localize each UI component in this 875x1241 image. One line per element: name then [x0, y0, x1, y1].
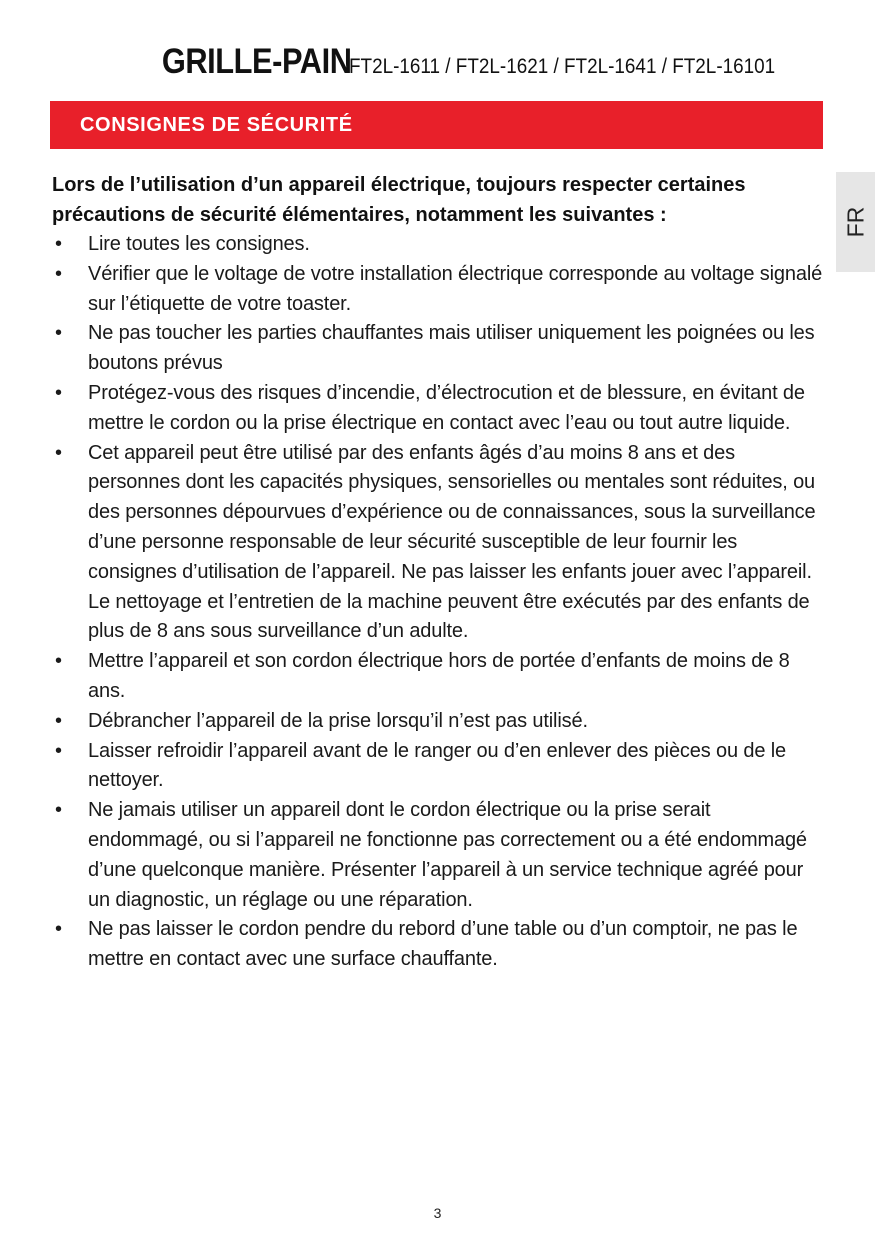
- section-header-bar: [50, 101, 823, 149]
- intro-paragraph: Lors de l’utilisation d’un appareil électrique, toujours respecter certaines précautions de sécurité élémentaires, notamment les suivantes :: [52, 174, 746, 226]
- bullet-icon: •: [55, 381, 62, 404]
- bullet-icon: •: [55, 262, 62, 285]
- bullet-icon: •: [55, 441, 62, 464]
- list-item-text: Lire toutes les consignes.: [88, 233, 310, 255]
- model-numbers: FT2L-1611 / FT2L-1621 / FT2L-1641 / FT2L-16101: [349, 55, 776, 78]
- bullet-icon: •: [55, 799, 62, 822]
- list-item: [52, 647, 824, 707]
- list-item: [52, 260, 824, 320]
- list-item-text: Ne jamais utiliser un appareil dont le cordon électrique ou la prise serait endommagé, ou si l’appareil ne fonctionne pas correctement ou a été endommagé d’une quelconque manière. Présenter l’appareil à un service technique agréé pour un diagnostic, un réglage ou une réparation.: [88, 799, 807, 911]
- section-title: CONSIGNES DE SÉCURITÉ: [80, 114, 353, 136]
- list-item: [52, 319, 824, 379]
- list-item-text: Cet appareil peut être utilisé par des enfants âgés d’au moins 8 ans et des personnes dont les capacités physiques, sensorielles ou mentales sont réduites, ou des personnes dépourvues d’expérience ou de connaissances, sous la surveillance d’une personne responsable de leur sécurité susceptible de leur fournir les consignes d’utilisation de l’appareil. Ne pas laisser les enfants jouer avec l’appareil. Le nettoyage et l’entretien de la machine peuvent être exécutés par des enfants de plus de 8 ans sous surveillance d’un adulte.: [88, 441, 816, 643]
- list-item-text: Laisser refroidir l’appareil avant de le ranger ou d’en enlever des pièces ou de le nettoyer.: [88, 739, 786, 792]
- safety-content: [52, 171, 824, 975]
- document-header: [136, 44, 824, 79]
- list-item: [52, 230, 824, 260]
- list-item-text: Protégez-vous des risques d’incendie, d’électrocution et de blessure, en évitant de mettre le cordon ou la prise électrique en contact avec l’eau ou tout autre liquide.: [88, 381, 805, 434]
- bullet-icon: •: [55, 739, 62, 762]
- bullet-icon: •: [55, 233, 62, 255]
- list-item: [52, 439, 824, 648]
- bullet-icon: •: [55, 918, 62, 941]
- list-item-text: Mettre l’appareil et son cordon électrique hors de portée d’enfants de moins de 8 ans.: [88, 650, 790, 702]
- list-item-text: Ne pas laisser le cordon pendre du rebord d’une table ou d’un comptoir, ne pas le mettre en contact avec une surface chauffante.: [88, 918, 798, 971]
- list-item-text: Vérifier que le voltage de votre installation électrique corresponde au voltage signalé sur l’étiquette de votre toaster.: [88, 262, 823, 315]
- bullet-icon: •: [55, 322, 62, 345]
- bullet-icon: •: [55, 709, 62, 732]
- list-item: [52, 707, 824, 737]
- list-item-text: Débrancher l’appareil de la prise lorsqu’il n’est pas utilisé.: [88, 709, 588, 732]
- list-item-text: Ne pas toucher les parties chauffantes mais utiliser uniquement les poignées ou les boutons prévus: [88, 322, 815, 375]
- list-item: [52, 737, 824, 797]
- language-label: FR: [842, 206, 868, 238]
- list-item: [52, 379, 824, 439]
- page-number: 3: [433, 1205, 442, 1221]
- safety-rules-list: [52, 230, 824, 975]
- list-item: [52, 796, 824, 915]
- list-item: [52, 915, 824, 975]
- product-title: GRILLE-PAIN: [161, 42, 352, 81]
- language-tab: [836, 172, 875, 272]
- bullet-icon: •: [55, 650, 62, 673]
